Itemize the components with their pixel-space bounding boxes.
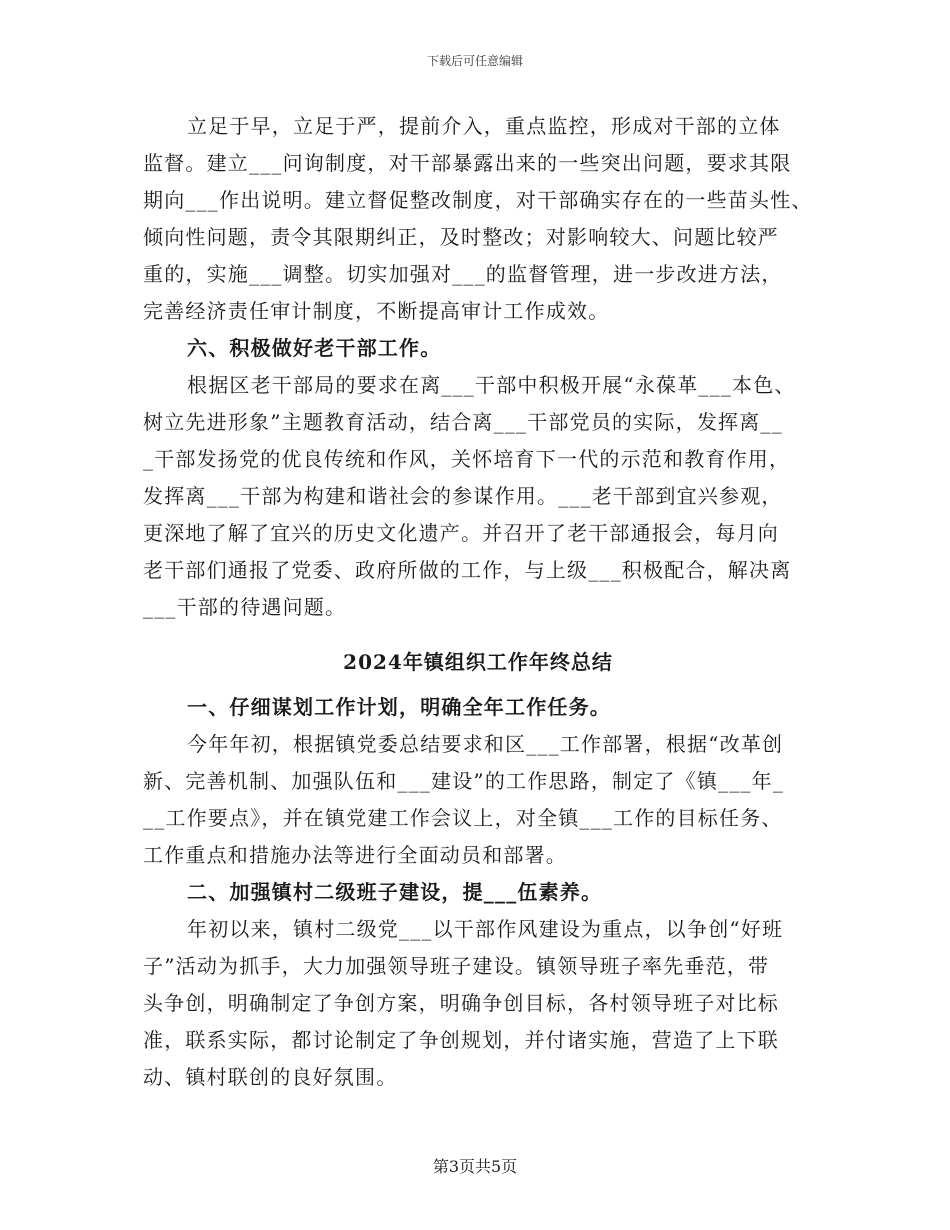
paragraph-line: 监督。建立___问询制度，对干部暴露出来的一些突出问题，要求其限 bbox=[143, 151, 792, 175]
section-heading: 二、加强镇村二级班子建设，提___伍素养。 bbox=[187, 880, 603, 904]
page-header: 下载后可任意编辑 bbox=[426, 54, 523, 68]
paragraph-line: 子”活动为抓手，大力加强领导班子建设。镇领导班子率先垂范，带 bbox=[143, 954, 770, 978]
paragraph-line: 重的，实施___调整。切实加强对___的监督管理，进一步改进方法， bbox=[143, 262, 783, 286]
section-heading: 六、积极做好老干部工作。 bbox=[187, 336, 442, 360]
paragraph-line: 期向___作出说明。建立督促整改制度，对干部确实存在的一些苗头性、 bbox=[143, 188, 813, 212]
paragraph-line: 新、完善机制、加强队伍和___建设”的工作思路，制定了《镇___年_ bbox=[143, 769, 785, 793]
paragraph-line: 树立先进形象”主题教育活动，结合离___干部党员的实际，发挥离__ bbox=[143, 410, 783, 434]
paragraph-line: 今年年初，根据镇党委总结要求和区___工作部署，根据“改革创 bbox=[187, 732, 784, 756]
paragraph-line: 准，联系实际，都讨论制定了争创规划，并付诸实施，营造了上下联 bbox=[143, 1028, 779, 1052]
paragraph-line: 发挥离___干部为构建和谐社会的参谋作用。___老干部到宜兴参观， bbox=[143, 484, 783, 508]
paragraph-line: 头争创，明确制定了争创方案，明确争创目标，各村领导班子对比标 bbox=[143, 991, 779, 1015]
section-heading: 一、仔细谋划工作计划，明确全年工作任务。 bbox=[187, 695, 611, 719]
paragraph-line: 立足于早，立足于严，提前介入，重点监控，形成对干部的立体 bbox=[187, 114, 781, 138]
document-title: 2024年镇组织工作年终总结 bbox=[343, 650, 613, 674]
paragraph-line: 更深地了解了宜兴的历史文化遗产。并召开了老干部通报会，每月向 bbox=[143, 521, 779, 545]
paragraph-line: _干部发扬党的优良传统和作风，关怀培育下一代的示范和教育作用， bbox=[143, 447, 791, 471]
paragraph-line: 动、镇村联创的良好氛围。 bbox=[143, 1065, 398, 1089]
document-body bbox=[143, 108, 813, 1096]
paragraph-line: 完善经济责任审计制度，不断提高审计工作成效。 bbox=[143, 299, 610, 323]
page-number: 第3页共5页 bbox=[432, 1157, 518, 1176]
paragraph-line: 老干部们通报了党委、政府所做的工作，与上级___积极配合，解决离 bbox=[143, 558, 792, 582]
paragraph-line: ___干部的待遇问题。 bbox=[143, 595, 347, 619]
paragraph-line: 工作重点和措施办法等进行全面动员和部署。 bbox=[143, 843, 567, 867]
paragraph-line: __工作要点》，并在镇党建工作会议上，对全镇___工作的目标任务、 bbox=[143, 806, 783, 830]
paragraph-line: 年初以来，镇村二级党___以干部作风建设为重点，以争创“好班 bbox=[187, 917, 784, 941]
paragraph-line: 倾向性问题，责令其限期纠正，及时整改；对影响较大、问题比较严 bbox=[143, 225, 779, 249]
paragraph-line: 根据区老干部局的要求在离___干部中积极开展“永葆革___本色、 bbox=[187, 373, 796, 397]
